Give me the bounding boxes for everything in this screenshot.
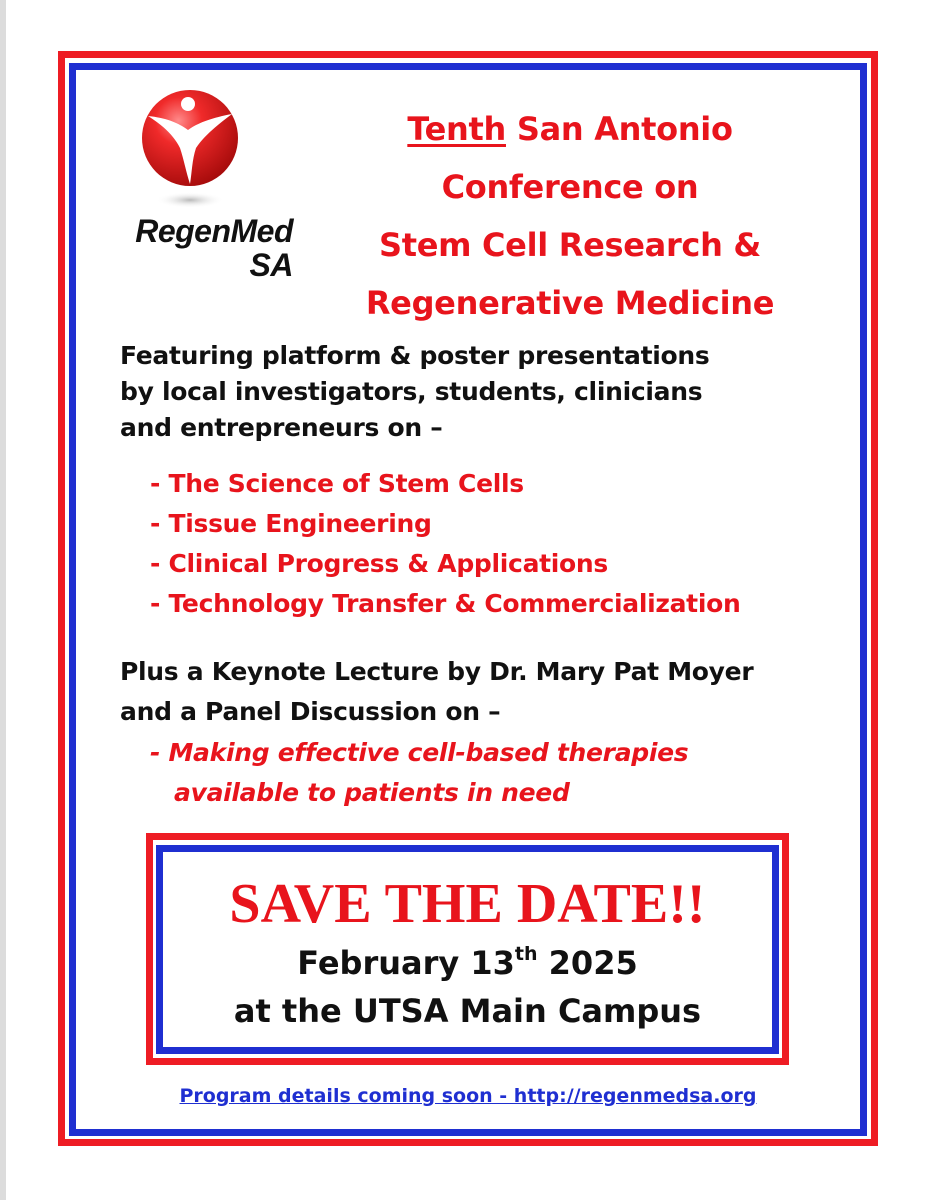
- intro-line: by local investigators, students, clinicians: [120, 377, 703, 406]
- event-date-ordinal: th: [514, 943, 538, 965]
- keynote-paragraph: [120, 652, 840, 732]
- panel-topic-line-1: - Making effective cell-based therapies: [150, 738, 689, 767]
- event-date: [156, 940, 779, 986]
- topic-item: - Clinical Progress & Applications: [150, 549, 609, 578]
- logo-wordmark-line-2: SA: [249, 247, 293, 283]
- intro-paragraph: [120, 338, 840, 446]
- red-sphere-figure-icon: [138, 88, 243, 213]
- keynote-line: and a Panel Discussion on –: [120, 697, 501, 726]
- save-the-date-heading: SAVE THE DATE!!: [229, 873, 706, 935]
- topic-item: - Tissue Engineering: [150, 509, 432, 538]
- title-word-tenth: Tenth: [407, 110, 506, 148]
- title-line-1-rest: San Antonio: [505, 110, 733, 148]
- topic-item: - The Science of Stem Cells: [150, 469, 524, 498]
- logo-wordmark-line-1: RegenMed: [135, 213, 293, 249]
- panel-topic: [150, 733, 850, 813]
- title-line-4: Regenerative Medicine: [365, 284, 775, 322]
- regenmed-sa-logo: [88, 88, 293, 288]
- title-line-1: [300, 100, 840, 158]
- title-line-2: Conference on: [441, 168, 699, 206]
- event-venue: at the UTSA Main Campus: [233, 992, 702, 1030]
- logo-wordmark: [88, 214, 293, 282]
- event-date-month-day: February 13: [297, 944, 515, 982]
- page-edge: [0, 0, 6, 1200]
- intro-line: and entrepreneurs on –: [120, 413, 443, 442]
- topic-item: - Technology Transfer & Commercialization: [150, 589, 741, 618]
- program-details-link[interactable]: Program details coming soon - http://regenmedsa.org: [179, 1085, 757, 1107]
- event-date-year: 2025: [537, 944, 638, 982]
- topics-list: [150, 464, 850, 624]
- panel-topic-line-2: available to patients in need: [174, 778, 570, 807]
- conference-title: [300, 100, 840, 332]
- keynote-line: Plus a Keynote Lecture by Dr. Mary Pat Moyer: [120, 657, 754, 686]
- title-line-3: Stem Cell Research &: [378, 226, 762, 264]
- intro-line: Featuring platform & poster presentations: [120, 341, 710, 370]
